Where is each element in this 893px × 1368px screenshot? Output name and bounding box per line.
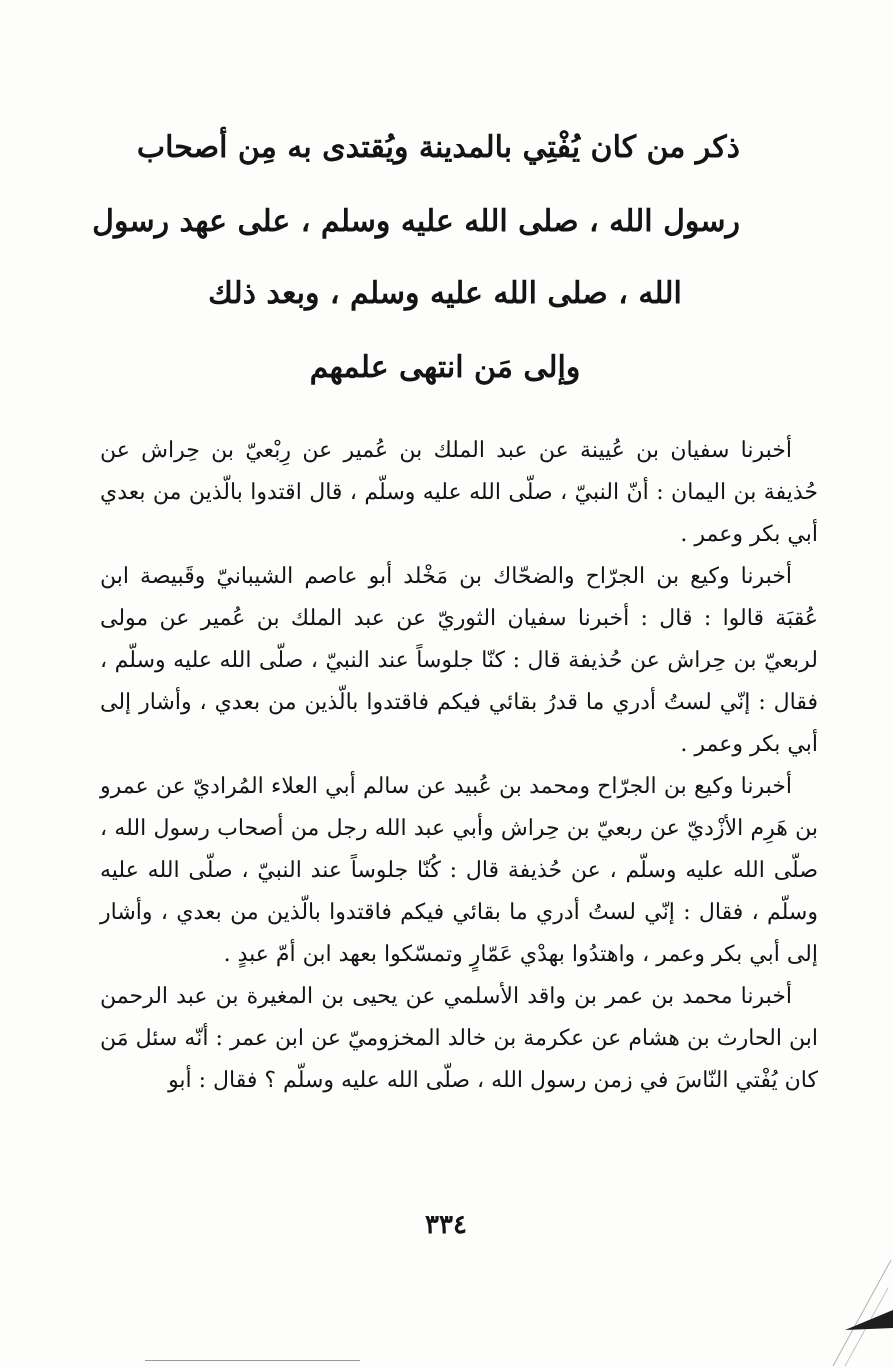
page-number: ٣٣٤ [425, 1210, 467, 1240]
paragraph: أخبرنا محمد بن عمر بن واقد الأسلمي عن يحيى بن المغيرة بن عبد الرحمن ابن الحارث بن هشام عن عكرمة بن خالد المخزوميّ عن ابن عمر : أنّه سئل مَن كان يُفْتي النّاسَ في زمن رسول الله ، صلّى الله عليه وسلّم ؟ فقال : أبو [100, 984, 818, 1093]
paragraph: أخبرنا سفيان بن عُيينة عن عبد الملك بن عُمير عن رِبْعيّ بن حِراش عن حُذيفة بن اليمان : أنّ النبيّ ، صلّى الله عليه وسلّم ، قال اقتدوا بالّذين من بعدي أبي بكر وعمر . [100, 438, 818, 547]
paragraph: أخبرنا وكيع بن الجرّاح والضحّاك بن مَخْلد أبو عاصم الشيبانيّ وقَبيصة ابن عُقبَة قالوا : قال : أخبرنا سفيان الثوريّ عن عبد الملك بن عُمير عن مولى لربعيّ بن حِراش عن حُذيفة قال : كنّا جلوساً عند النبيّ ، صلّى الله عليه وسلّم ، فقال : إنّي لستُ أدري ما قدرُ بقائي فيكم فاقتدوا بالّذين من بعدي ، وأشار إلى أبي بكر وعمر . [100, 564, 818, 757]
page-corner-fold-icon [793, 1258, 893, 1368]
chapter-heading-line-1: ذكر من كان يُفْتِي بالمدينة ويُقتدى به مِن أصحاب [136, 130, 740, 165]
chapter-heading-line-3: الله ، صلى الله عليه وسلم ، وبعد ذلك [208, 276, 682, 311]
paragraph: أخبرنا وكيع بن الجرّاح ومحمد بن عُبيد عن سالم أبي العلاء المُراديّ عن عمرو بن هَرِم الأزْديّ عن ربعيّ بن حِراش وأبي عبد الله رجل من أصحاب رسول الله ، صلّى الله عليه وسلّم ، عن حُذيفة قال : كُنّا جلوساً عند النبيّ ، صلّى الله عليه وسلّم ، فقال : إنّي لستُ أدري ما بقائي فيكم فاقتدوا بالّذين من بعدي ، وأشار إلى أبي بكر وعمر ، واهتدُوا بهدْي عَمّارٍ وتمسّكوا بعهد ابن أمّ عبدٍ . [100, 774, 818, 967]
body-text [100, 430, 818, 1102]
bottom-rule [145, 1360, 360, 1361]
chapter-heading-line-4: وإلى مَن انتهى علمهم [309, 350, 581, 385]
chapter-heading-line-2: رسول الله ، صلى الله عليه وسلم ، على عهد رسول [92, 204, 740, 239]
